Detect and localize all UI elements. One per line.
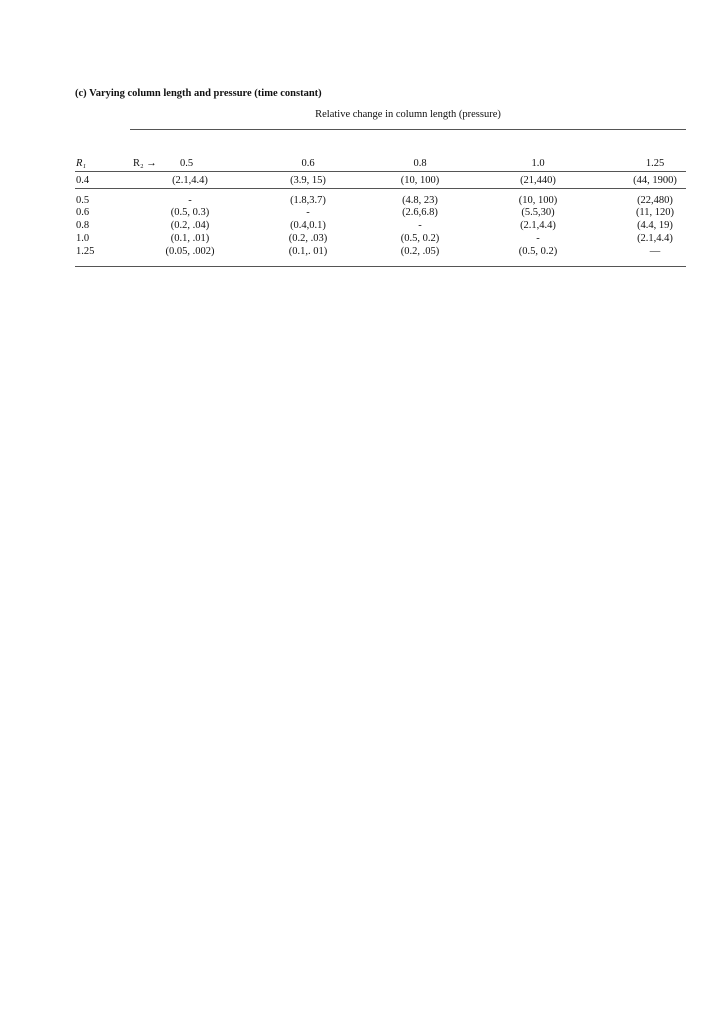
table-cell: (10, 100) (400, 175, 440, 186)
table-cell: (0.2, .05) (400, 246, 440, 257)
row-label: 1.25 (76, 246, 95, 257)
table-cell: (1.8,3.7) (290, 195, 326, 206)
table-cell: (4.8, 23) (402, 195, 438, 206)
table-cell: (0.05, .002) (165, 246, 215, 257)
table-cell: (0.5, 0.2) (518, 246, 558, 257)
table-row (0, 246, 723, 258)
table-cell: (0.5, 0.2) (400, 233, 440, 244)
table-cell: (2.1,4.4) (172, 175, 208, 186)
column-spanner-heading: Relative change in column length (pressure) (315, 109, 501, 120)
table-cell: (22,480) (637, 195, 673, 206)
header-row (0, 158, 723, 170)
table-cell: (0.4,0.1) (290, 220, 326, 231)
table-cell: - (306, 207, 310, 218)
table-cell: - (536, 233, 540, 244)
table-cell: (10, 100) (518, 195, 558, 206)
table-cell: (21,440) (520, 175, 556, 186)
first-row-rule (75, 188, 686, 189)
table-cell: (3.9, 15) (290, 175, 326, 186)
spanner-rule (130, 129, 686, 130)
header-r1: R₁ (76, 158, 87, 169)
table-cell: - (418, 220, 422, 231)
table-cell: (2.6,6.8) (402, 207, 438, 218)
table-row (0, 195, 723, 207)
table-cell: (5.5,30) (521, 207, 555, 218)
table-cell: (0.2, .03) (288, 233, 328, 244)
table-cell: (2.1,4.4) (637, 233, 673, 244)
header-r2: R₂ → (133, 158, 157, 169)
header-col-1: 0.5 (180, 158, 194, 169)
table-row (0, 175, 723, 187)
table-row (0, 220, 723, 232)
row-label: 0.6 (76, 207, 90, 218)
header-col-4: 1.0 (531, 158, 545, 169)
table-cell: - (188, 195, 192, 206)
row-label: 1.0 (76, 233, 90, 244)
table-cell: (0.5, 0.3) (170, 207, 210, 218)
table-cell: (0.2, .04) (170, 220, 210, 231)
table-caption: (c) Varying column length and pressure (time constant) (75, 88, 322, 99)
table-cell: (2.1,4.4) (520, 220, 556, 231)
row-label: 0.8 (76, 220, 90, 231)
row-label: 0.5 (76, 195, 90, 206)
header-col-3: 0.8 (413, 158, 427, 169)
table-row (0, 207, 723, 219)
table-cell: (0.1,. 01) (288, 246, 328, 257)
table-cell: (44, 1900) (633, 175, 677, 186)
table-cell: — (649, 246, 661, 257)
bottom-rule (75, 266, 686, 267)
header-col-5: 1.25 (645, 158, 665, 169)
table-cell: (11, 120) (635, 207, 675, 218)
row-label: 0.4 (76, 175, 90, 186)
header-rule (75, 171, 686, 172)
table-cell: (4.4, 19) (637, 220, 673, 231)
table-cell: (0.1, .01) (170, 233, 210, 244)
header-col-2: 0.6 (301, 158, 315, 169)
table-row (0, 233, 723, 245)
